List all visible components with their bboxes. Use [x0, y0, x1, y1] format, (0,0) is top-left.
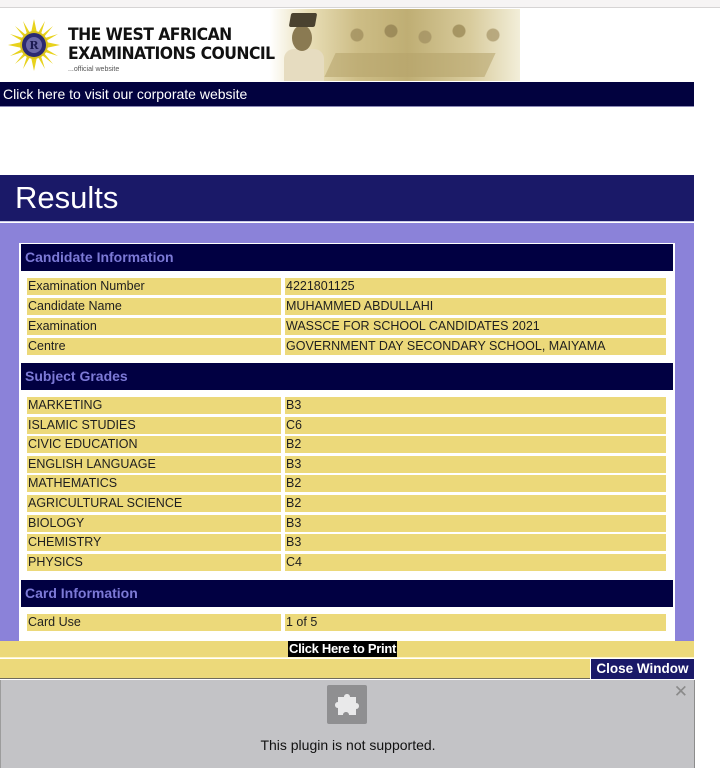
row-value: MUHAMMED ABDULLAHI: [286, 299, 434, 313]
info-row-exam-number: [27, 278, 666, 295]
tagline: ...official website: [68, 66, 120, 73]
info-row-centre: [27, 338, 666, 355]
info-row-candidate-name: [27, 298, 666, 315]
subject-name: MATHEMATICS: [28, 476, 118, 490]
subject-grade: B3: [286, 398, 302, 412]
row-label: Card Use: [28, 615, 81, 629]
row-value: GOVERNMENT DAY SECONDARY SCHOOL, MAIYAMA: [286, 339, 606, 353]
row-label: Centre: [28, 339, 66, 353]
info-row-examination: [27, 318, 666, 335]
grade-row: [27, 397, 666, 414]
results-panel: [0, 223, 694, 641]
org-name: THE WEST AFRICAN EXAMINATIONS COUNCIL: [68, 25, 275, 64]
waec-logo-icon: [8, 19, 60, 71]
results-header: [0, 175, 694, 222]
row-value: 1 of 5: [286, 615, 318, 629]
unsupported-plugin-placeholder: [0, 680, 695, 768]
subject-grade: B2: [286, 476, 302, 490]
grade-row: [27, 515, 666, 532]
subject-grade: B3: [286, 457, 302, 471]
grade-row: [27, 554, 666, 571]
plugin-message: This plugin is not supported.: [260, 737, 436, 753]
subject-name: CHEMISTRY: [28, 535, 102, 549]
print-button[interactable]: Click Here to Print: [289, 641, 396, 656]
subject-grade: B2: [286, 496, 302, 510]
results-card: [19, 243, 675, 641]
section-title: Card Information: [25, 585, 138, 601]
close-window-button[interactable]: Close Window: [590, 659, 694, 679]
row-label: Candidate Name: [28, 299, 122, 313]
corporate-link-bar: [0, 82, 694, 107]
subject-name: AGRICULTURAL SCIENCE: [28, 496, 183, 510]
subject-name: CIVIC EDUCATION: [28, 437, 138, 451]
subject-name: ENGLISH LANGUAGE: [28, 457, 156, 471]
subject-grade: B2: [286, 437, 302, 451]
close-bar: [0, 659, 694, 679]
row-label: Examination Number: [28, 279, 145, 293]
section-header-candidate: [21, 244, 673, 271]
subject-grade: C4: [286, 555, 302, 569]
grade-row: [27, 436, 666, 453]
grade-row: [27, 456, 666, 473]
grade-row: [27, 475, 666, 492]
subject-grade: B3: [286, 535, 302, 549]
close-icon[interactable]: ✕: [673, 682, 688, 701]
print-bar: [0, 641, 694, 658]
row-value: 4221801125: [286, 279, 355, 293]
subject-name: ISLAMIC STUDIES: [28, 418, 136, 432]
row-label: Examination: [28, 319, 97, 333]
grade-row: [27, 534, 666, 551]
grade-row: [27, 417, 666, 434]
info-row-card-use: [27, 614, 666, 631]
section-title: Candidate Information: [25, 249, 174, 265]
corporate-website-link[interactable]: Click here to visit our corporate website: [3, 86, 248, 102]
puzzle-piece-icon: [327, 685, 367, 724]
section-title: Subject Grades: [25, 368, 128, 384]
browser-top-edge: [0, 0, 720, 8]
section-header-grades: [21, 363, 673, 390]
waec-banner: [0, 9, 520, 81]
row-value: WASSCE FOR SCHOOL CANDIDATES 2021: [286, 319, 540, 333]
banner-photo: [270, 9, 520, 81]
subject-name: BIOLOGY: [28, 516, 85, 530]
page-title: Results: [15, 180, 119, 215]
subject-grade: B3: [286, 516, 302, 530]
grade-row: [27, 495, 666, 512]
svg-text:R: R: [29, 39, 39, 52]
subject-grade: C6: [286, 418, 302, 432]
subject-name: PHYSICS: [28, 555, 83, 569]
section-header-card: [21, 580, 673, 607]
subject-name: MARKETING: [28, 398, 103, 412]
